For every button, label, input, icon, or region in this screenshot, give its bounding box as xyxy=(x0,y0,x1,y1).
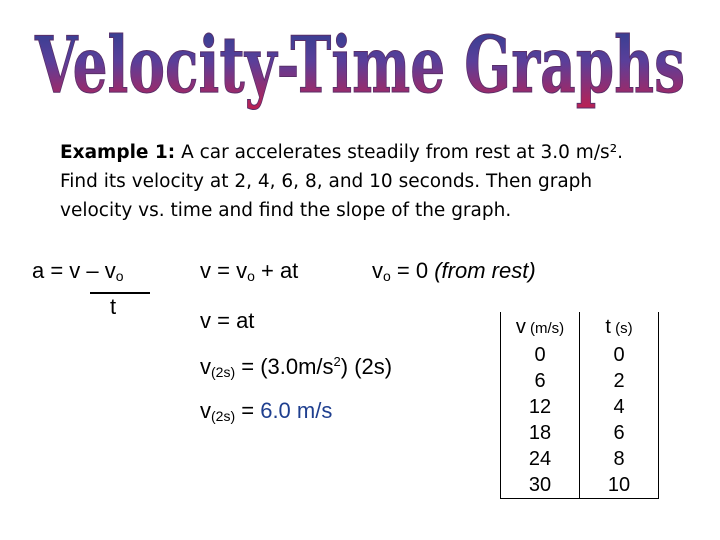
v2s-res-sub: (2s) xyxy=(211,408,236,424)
v2s-sub: (2s) xyxy=(211,364,236,380)
v-eq-1: v = v xyxy=(200,258,248,283)
accel-lhs: a = v – v xyxy=(32,258,116,283)
time-cell: 4 xyxy=(580,394,659,420)
page-title-text: Velocity-Time Graphs xyxy=(34,20,685,111)
table-row xyxy=(501,342,659,368)
acceleration-equation xyxy=(32,258,124,284)
time-cell: 2 xyxy=(580,368,659,394)
initial-velocity-equation xyxy=(372,258,536,284)
example-label: Example 1: xyxy=(60,142,176,163)
velocity-cell: 0 xyxy=(501,342,580,368)
result-equation xyxy=(200,398,332,424)
time-cell: 8 xyxy=(580,446,659,472)
example-text: A car accelerates steadily from rest at 3.0 m/s². Find its velocity at 2, 4, 6, 8, and 10 seconds. Then graph velocity vs. time and find the slope of the graph. xyxy=(60,142,623,221)
v2s-rhs-b: ) (2s) xyxy=(340,354,393,379)
v0-lhs: v xyxy=(372,258,383,283)
v2s-res-lhs: v xyxy=(200,398,211,423)
header-time: t (s) xyxy=(580,312,659,342)
velocity-cell: 30 xyxy=(501,472,580,499)
v2s-lhs: v xyxy=(200,354,211,379)
substitution-equation xyxy=(200,354,392,380)
v0-rhs: = 0 xyxy=(390,258,435,283)
simplified-velocity-equation: v = at xyxy=(200,308,255,333)
velocity-cell: 12 xyxy=(501,394,580,420)
table-row xyxy=(501,394,659,420)
velocity-equation xyxy=(200,258,298,284)
table-row xyxy=(501,420,659,446)
time-cell: 10 xyxy=(580,472,659,499)
table-row xyxy=(501,368,659,394)
fraction-bar xyxy=(90,292,150,294)
v2s-res-eq: = xyxy=(235,398,261,423)
v0-note: (from rest) xyxy=(434,258,536,283)
example-paragraph xyxy=(60,138,660,225)
page-title xyxy=(20,10,700,120)
v2s-sup: 2 xyxy=(333,354,341,369)
v2s-res-value: 6.0 m/s xyxy=(260,398,333,423)
velocity-cell: 24 xyxy=(501,446,580,472)
velocity-time-table xyxy=(500,312,659,499)
table-header-row xyxy=(501,312,659,342)
header-velocity: v (m/s) xyxy=(501,312,580,342)
table-row xyxy=(501,446,659,472)
time-cell: 6 xyxy=(580,420,659,446)
accel-sub: o xyxy=(115,268,124,284)
v-eq-1-rest: + at xyxy=(254,258,299,283)
time-cell: 0 xyxy=(580,342,659,368)
v-eq-1-sub: o xyxy=(247,268,255,284)
table-row xyxy=(501,472,659,499)
velocity-cell: 6 xyxy=(501,368,580,394)
accel-denominator: t xyxy=(110,294,117,319)
v2s-rhs-a: = (3.0m/s xyxy=(235,354,334,379)
velocity-cell: 18 xyxy=(501,420,580,446)
v0-sub: o xyxy=(383,268,391,284)
